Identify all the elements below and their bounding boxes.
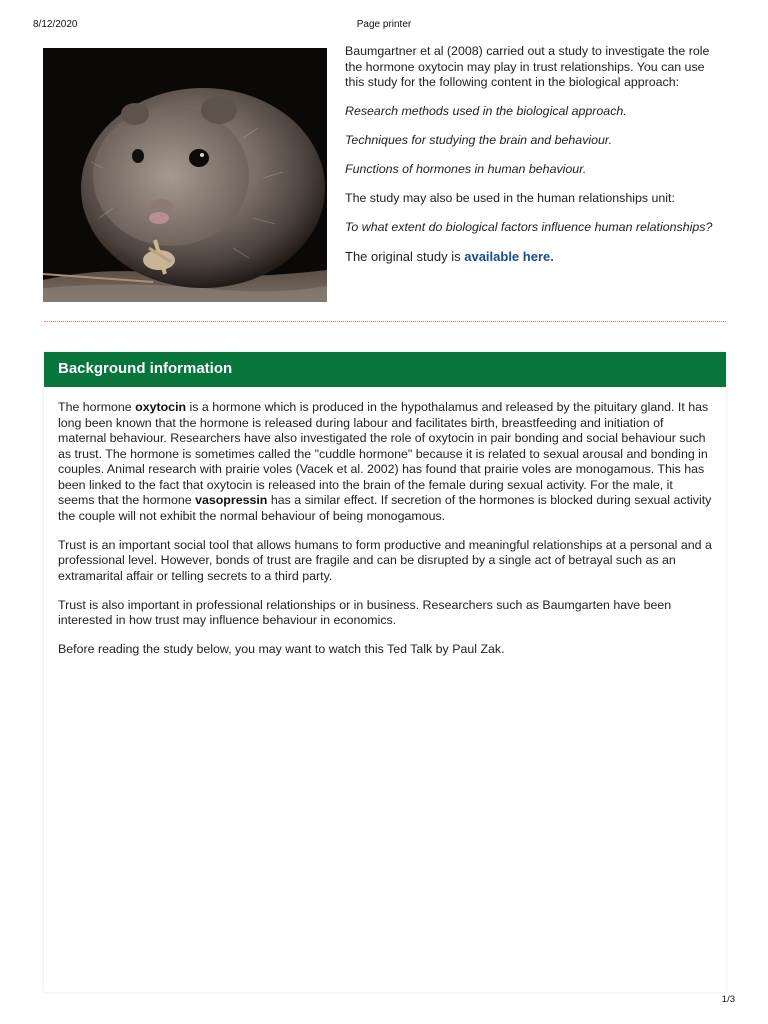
prairie-vole-photo [43, 48, 327, 302]
vole-illustration [43, 48, 327, 302]
topic-hormone-functions: Functions of hormones in human behaviour. [345, 162, 587, 176]
relationships-unit-note: The study may also be used in the human relationships unit: [345, 191, 675, 205]
print-header [0, 19, 768, 31]
print-date: 8/12/2020 [33, 19, 78, 30]
background-heading: Background information [44, 352, 726, 387]
print-title: Page printer [356, 19, 412, 30]
section-divider [44, 321, 726, 322]
background-paragraph-3: Trust is also important in professional relationships or in business. Researchers such as Baumgarten have been interested in how trust may influence behaviour in economics. [58, 597, 672, 627]
topic-research-methods: Research methods used in the biological approach. [345, 104, 627, 118]
intro-paragraph: Baumgartner et al (2008) carried out a study to investigate the role the hormone oxytocin may play in trust relationships. You can use this study for the following content in the biological approach: [345, 44, 710, 89]
intro-text [345, 44, 715, 278]
original-study-line [345, 249, 715, 265]
background-card [44, 352, 726, 992]
page-number: 1/3 [721, 994, 735, 1005]
term-vasopressin: vasopressin [195, 493, 268, 507]
topic-biological-factors: To what extent do biological factors influence human relationships? [345, 220, 713, 234]
background-paragraph-1: The hormone oxytocin is a hormone which is produced in the hypothalamus and released by the pituitary gland. It has long been known that the hormone is released during labour and facilitates birth, breastfeeding and initiation of maternal behaviour. Researchers have also investigated the role of oxytocin in pair bonding and social behaviour such as trust. The hormone is sometimes called the "cuddle hormone" because it is related to sexual arousal and bonding in couples. Animal research with prairie voles (Vacek et al. 2002) has found that prairie voles are monogamous. This has been linked to the fact that oxytocin is released into the brain of the female during sexual activity. For the male, it seems that the hormone vasopressin has a similar effect. If secretion of the hormones is blocked during sexual activity the couple will not exhibit the normal behaviour of being monogamous. [58, 400, 712, 523]
topic-brain-techniques: Techniques for studying the brain and behaviour. [345, 133, 613, 147]
term-oxytocin: oxytocin [135, 400, 187, 414]
background-paragraph-4: Before reading the study below, you may want to watch this Ted Talk by Paul Zak. [58, 642, 505, 656]
background-body [44, 387, 726, 658]
background-paragraph-2: Trust is an important social tool that allows humans to form productive and meaningful relationships at a personal and a professional level. However, bonds of trust are fragile and can be disrupted by a single act of betrayal such as an extramarital affair or telling secrets to a third party. [58, 537, 712, 583]
original-study-prefix: The original study is [345, 249, 465, 264]
original-study-link[interactable]: available here. [464, 249, 554, 264]
